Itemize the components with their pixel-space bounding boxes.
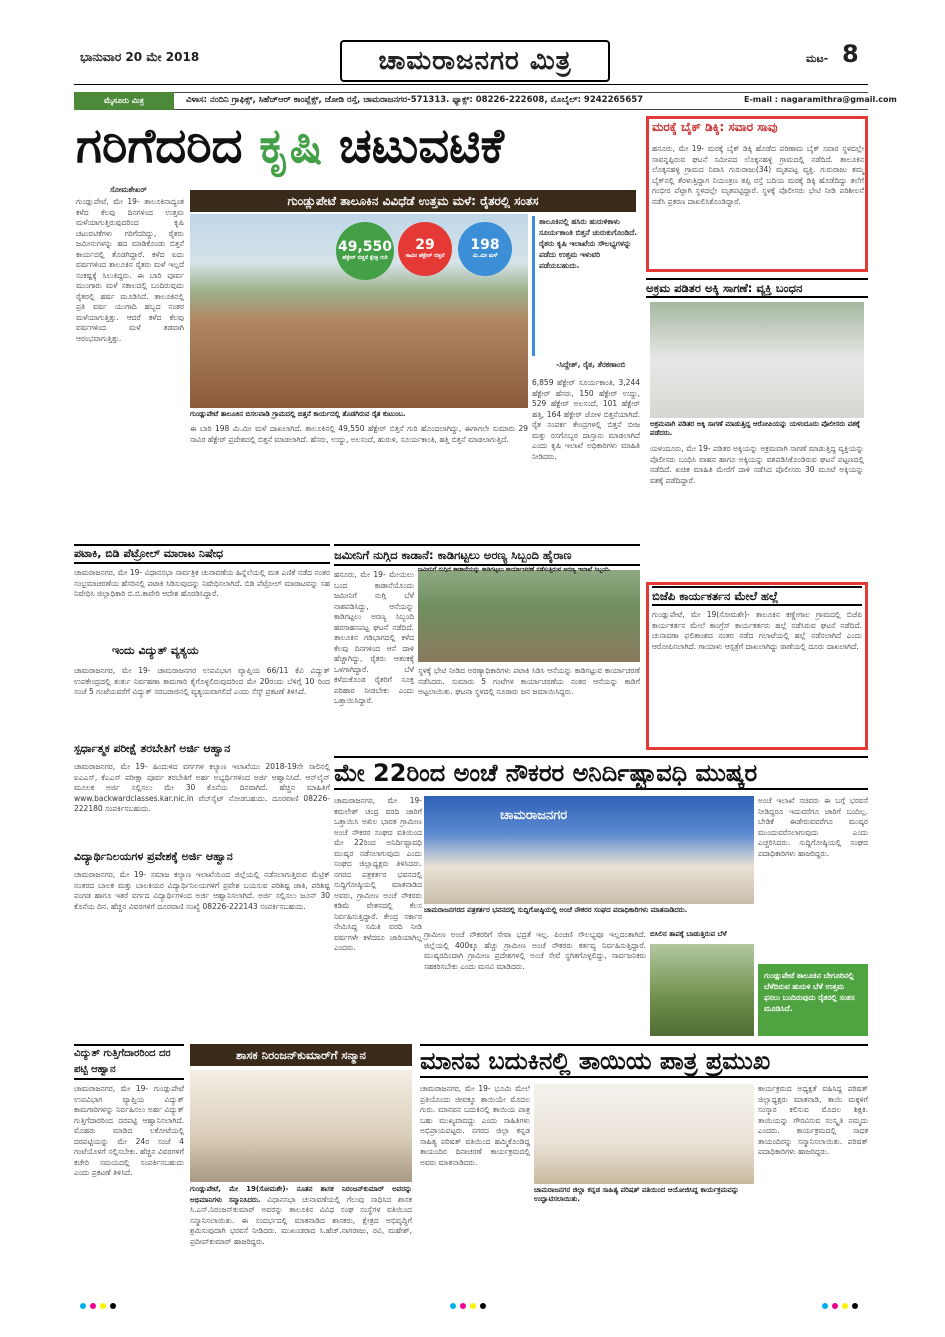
header-rule — [74, 84, 868, 85]
strike-body-right: ಅಂಚೆ ಇಲಾಖೆ ಸಚಿವರು ಈ ಬಗ್ಗೆ ಭರವಸೆ ನೀಡಿದ್ದರೂ ಇದುವರೆಗೂ ಜಾರಿಗೆ ಬಂದಿಲ್ಲ. ಬೇಡಿಕೆ ಈಡೇರುವವರೆಗೂ ಮುಷ್ಕರ ಮುಂದುವರೆಸಲಾಗುವುದು ಎಂದು ಎಚ್ಚರಿಸಿದರು. ಸುದ್ದಿಗೋಷ್ಠಿಯಲ್ಲಿ ಸಂಘದ ಪದಾಧಿಕಾರಿಗಳು ಹಾಜರಿದ್ದರು. — [758, 796, 868, 858]
stat1-label: ಹೆಕ್ಟೇರ್ ಬಿತ್ತನೆ ಕ್ಷೇತ್ರ ಗುರಿ — [342, 255, 388, 261]
mla-body-text: ವಿಧಾನಸಭಾ ಚುನಾವಣೆಯಲ್ಲಿ ಗೆಲುವು ಸಾಧಿಸಿದ ಶಾಸಕ ಸಿ.ಎಸ್.ನಿರಂಜನ್‌ಕುಮಾರ್ ಅವರನ್ನು ತಾಲೂಕಿನ ವಿವಿಧ ಸಂಘ ಸಂಸ್ಥೆಗಳ ವತಿಯಿಂದ ಸನ್ಮಾನಿಸಲಾಯಿತು. ಈ ಸಂದರ್ಭದಲ್ಲಿ ಮಾತನಾಡಿದ ಶಾಸಕರು, ಕ್ಷೇತ್ರದ ಅಭಿವೃದ್ಧಿಗೆ ಶ್ರಮಿಸುವುದಾಗಿ ಭರವಸೆ ನೀಡಿದರು. ಮುಖಂಡರಾದ ಸಿ.ಹೆಚ್.ನಾಗರಾಜು, ರವಿ, ಮಹೇಶ್, ಪ್ರದೀಪ್‌ಕುಮಾರ್ ಹಾಜರಿದ್ದರು. — [190, 1194, 412, 1246]
masthead: ಚಾಮರಾಜನಗರ ಮಿತ್ರ — [340, 40, 610, 82]
stat3-label: ಮಿ.ಮೀ ಮಳೆ — [472, 253, 498, 259]
beans-caption: ಬಿಸಿಲಿನ ತಾಪಕ್ಕೆ ಬಾಡುತ್ತಿರುವ ಬೆಳೆ — [650, 930, 727, 938]
mother-body-left: ಚಾಮರಾಜನಗರ, ಮೇ 19- ಭೂಮಿ ಮೇಲೆ ಪ್ರತಿಯೊಂದು ಜೀವಕ್ಕೂ ತಾಯಿಯೇ ಮೊದಲ ಗುರು. ಮಾನವನ ಬದುಕಿನಲ್ಲಿ ತಾಯಿಯ ಪಾತ್ರ ಬಹು ಮುಖ್ಯವಾದದ್ದು ಎಂದು ಸಾಹಿತಿಗಳು ಅಭಿಪ್ರಾಯಪಟ್ಟರು. ನಗರದ ಜಿಲ್ಲಾ ಕನ್ನಡ ಸಾಹಿತ್ಯ ಪರಿಷತ್ ವತಿಯಿಂದ ಹಮ್ಮಿಕೊಂಡಿದ್ದ ತಾಯಂದಿರ ದಿನಾಚರಣೆ ಕಾರ್ಯಕ್ರಮದಲ್ಲಿ ಅವರು ಮಾತನಾಡಿದರು. — [420, 1084, 530, 1167]
lead-headline-part1: ಗರಿಗೆದರಿದ — [76, 118, 260, 174]
power-body: ಚಾಮರಾಜನಗರ, ಮೇ 19- ಚಾಮರಾಜನಗರ ಉಪವಿಭಾಗ ವ್ಯಾಪ್ತಿಯ 66/11 ಕೆವಿ ವಿದ್ಯುತ್ ಉಪಕೇಂದ್ರದಲ್ಲಿ ತುರ್ತು ನಿರ್ವಹಣಾ ಕಾಮಗಾರಿ ಕೈಗೊಳ್ಳಲಿರುವುದರಿಂದ ಮೇ 20ರಂದು ಬೆಳಿಗ್ಗೆ 10 ರಿಂದ ಸಂಜೆ 5 ಗಂಟೆಯವರೆಗೆ ವಿದ್ಯುತ್ ಸರಬರಾಜಿನಲ್ಲಿ ವ್ಯತ್ಯಯವಾಗಲಿದೆ ಎಂದು ಸೆಸ್ಕ್ ಪ್ರಕಟಣೆ ತಿಳಿಸಿದೆ. — [74, 666, 330, 696]
event-caption: ಚಾಮರಾಜನಗರ ಜಿಲ್ಲಾ ಕನ್ನಡ ಸಾಹಿತ್ಯ ಪರಿಷತ್ ವತಿಯಿಂದ ಆಯೋಜಿಸಿದ್ದ ಕಾರ್ಯಕ್ರಮವನ್ನು ಉದ್ಘಾಟಿಸಲಾಯಿತು. — [534, 1186, 739, 1203]
lead-body-right: 6,859 ಹೆಕ್ಟೇರ್ ಸೂರ್ಯಕಾಂತಿ, 3,244 ಹೆಕ್ಟೇರ್ ಹೆಸರು, 150 ಹೆಕ್ಟೇರ್ ಉದ್ದು, 529 ಹೆಕ್ಟೇರ್ ಅಲಸಂದೆ, 101 ಹೆಕ್ಟೇರ್ ಹತ್ತಿ, 164 ಹೆಕ್ಟೇರ್ ಜೋಳ ಬಿತ್ತನೆಯಾಗಿದೆ. ರೈತ ಸಂಪರ್ಕ ಕೇಂದ್ರಗಳಲ್ಲಿ ಬಿತ್ತನೆ ಬೀಜ ಮತ್ತು ರಸಗೊಬ್ಬರ ದಾಸ್ತಾನು ಮಾಡಲಾಗಿದೆ ಎಂದು ಕೃಷಿ ಇಲಾಖೆ ಅಧಿಕಾರಿಗಳು ಮಾಹಿತಿ ನೀಡಿದರು. — [532, 378, 640, 461]
page-number: 8 — [842, 40, 859, 68]
rice-headline: ಅಕ್ರಮ ಪಡಿತರ ಅಕ್ಕಿ ಸಾಗಣೆ: ವ್ಯಕ್ತಿ ಬಂಧನ — [646, 278, 868, 298]
exam-body: ಚಾಮರಾಜನಗರ, ಮೇ 19- ಹಿಂದುಳಿದ ವರ್ಗಗಳ ಕಲ್ಯಾಣ ಇಲಾಖೆಯು 2018-19ನೇ ಸಾಲಿನಲ್ಲಿ ಐಎಎಸ್, ಕೆಎಎಸ್ ಪರೀಕ್ಷಾ ಪೂರ್ವ ತರಬೇತಿಗೆ ಅರ್ಹ ಅಭ್ಯರ್ಥಿಗಳಿಂದ ಅರ್ಜಿ ಆಹ್ವಾನಿಸಿದೆ. ಆನ್‌ಲೈನ್ ಮೂಲಕ ಅರ್ಜಿ ಸಲ್ಲಿಸಲು ಮೇ 30 ಕೊನೆಯ ದಿನವಾಗಿದೆ. ಹೆಚ್ಚಿನ ಮಾಹಿತಿಗೆ www.backwardclasses.kar.nic.in ವೆಬ್‌ಸೈಟ್ ನೋಡಬಹುದು. ದೂರವಾಣಿ 08226-222180 ಸಂಪರ್ಕಿಸಬಹುದು. — [74, 762, 330, 813]
elephant-operation-photo — [418, 570, 640, 662]
bike-headline: ಮರಕ್ಕೆ ಬೈಕ್ ಡಿಕ್ಕಿ: ಸವಾರ ಸಾವು — [652, 120, 778, 134]
forest-body-left: ಹನೂರು, ಮೇ 19- ಮೇಯಲು ಬಂದ ಕಾಡಾನೆಯೊಂದು ಜಮೀನಿಗೆ ನುಗ್ಗಿ ಬೆಳೆ ನಾಶಪಡಿಸಿದ್ದು, ಆನೆಯನ್ನು ಕಾಡಿಗಟ್ಟಲು ಅರಣ್ಯ ಸಿಬ್ಬಂದಿ ಹರಸಾಹಸಪಟ್ಟ ಘಟನೆ ನಡೆದಿದೆ. ತಾಲೂಕಿನ ಗಡಿಭಾಗದಲ್ಲಿ ಕಳೆದ ಕೆಲವು ದಿನಗಳಿಂದ ಆನೆ ದಾಳಿ ಹೆಚ್ಚಾಗಿದ್ದು, ರೈತರು ಆತಂಕಕ್ಕೆ ಒಳಗಾಗಿದ್ದಾರೆ. ಬೆಳೆ ಕಳೆದುಕೊಂಡ ರೈತರಿಗೆ ಸೂಕ್ತ ಪರಿಹಾರ ನೀಡಬೇಕು ಎಂದು ಒತ್ತಾಯಿಸಿದ್ದಾರೆ. — [334, 570, 414, 705]
mother-headline: ಮಾನವ ಬದುಕಿನಲ್ಲಿ ತಾಯಿಯ ಪಾತ್ರ ಪ್ರಮುಖ — [420, 1044, 868, 1078]
lead-headline — [76, 118, 504, 174]
lead-headline-part2: ಚಟುವಟಿಕೆ — [322, 118, 505, 174]
registration-dots-left — [80, 1294, 120, 1313]
email-text: E-mail : nagaramithra@gmail.com — [744, 95, 897, 104]
stat2-value: 29 — [415, 237, 435, 253]
stat-circle-3 — [458, 222, 512, 276]
farmer-quote-author: -ಸಿದ್ದೇಶ್, ರೈತ, ತೆರಕಣಾಂಬಿ — [556, 360, 626, 369]
power-headline: ಇಂದು ವಿದ್ಯುತ್ ವ್ಯತ್ಯಯ — [112, 644, 199, 657]
press-meet-photo — [424, 796, 754, 904]
exam-headline: ಸ್ಪರ್ಧಾತ್ಮಕ ಪರೀಕ್ಷೆ ತರಬೇತಿಗೆ ಅರ್ಜಿ ಆಹ್ವಾನ — [74, 742, 231, 755]
rice-body: ಯಳಂದೂರು, ಮೇ 19- ಪಡಿತರ ಅಕ್ಕಿಯನ್ನು ಅಕ್ರಮವಾಗಿ ಸಾಗಣೆ ಮಾಡುತ್ತಿದ್ದ ವ್ಯಕ್ತಿಯನ್ನು ಪೊಲೀಸರು ಬಂಧಿಸಿ ವಾಹನ ಹಾಗೂ ಅಕ್ಕಿಯನ್ನು ವಶಪಡಿಸಿಕೊಂಡಿರುವ ಘಟನೆ ಪಟ್ಟಣದಲ್ಲಿ ನಡೆದಿದೆ. ಖಚಿತ ಮಾಹಿತಿ ಮೇರೆಗೆ ದಾಳಿ ನಡೆಸಿದ ಪೊಲೀಸರು 30 ಮೂಟೆ ಅಕ್ಕಿಯನ್ನು ವಶಕ್ಕೆ ಪಡೆದಿದ್ದಾರೆ. — [650, 444, 864, 485]
mother-body-right: ಕಾರ್ಯಕ್ರಮದ ಅಧ್ಯಕ್ಷತೆ ವಹಿಸಿದ್ದ ಪರಿಷತ್ ಜಿಲ್ಲಾಧ್ಯಕ್ಷರು ಮಾತನಾಡಿ, ತಾಯಿ ಮಕ್ಕಳಿಗೆ ಸಂಸ್ಕಾರ ಕಲಿಸುವ ಮೊದಲ ಶಿಕ್ಷಕಿ. ತಾಯಿಯನ್ನು ಗೌರವಿಸುವ ಸಂಸ್ಕೃತಿ ನಮ್ಮದು ಎಂದರು. ಕಾರ್ಯಕ್ರಮದಲ್ಲಿ ಸಾಧಕ ತಾಯಂದಿರನ್ನು ಸನ್ಮಾನಿಸಲಾಯಿತು. ಪರಿಷತ್ ಪದಾಧಿಕಾರಿಗಳು ಹಾಜರಿದ್ದರು. — [758, 1084, 868, 1156]
page-label: ಮಟ- — [806, 52, 829, 65]
banner-text: ಚಾಮರಾಜನಗರ — [500, 808, 568, 823]
rice-photo — [650, 302, 864, 418]
stat3-value: 198 — [470, 237, 500, 253]
forest-headline: ಜಮೀನಿಗೆ ನುಗ್ಗಿದ ಕಾಡಾನೆ: ಕಾಡಿಗಟ್ಟಲು ಅರಣ್ಯ ಸಿಬ್ಬಂದಿ ಹೈರಾಣ — [334, 544, 640, 566]
mla-headline: ಶಾಸಕ ನಿರಂಜನ್‌ಕುಮಾರ್‌ಗೆ ಸನ್ಮಾನ — [190, 1044, 412, 1066]
bjp-headline: ಬಿಜೆಪಿ ಕಾರ್ಯಕರ್ತನ ಮೇಲೆ ಹಲ್ಲೆ — [652, 586, 862, 606]
stat1-value: 49,550 — [337, 239, 393, 255]
address-text: ವಿಳಾಸ: ನಂದಿನಿ ಗ್ರಾಫಿಕ್ಸ್, ಸಿಹೆಚ್‌ಆರ್ ಕಾಂಪ್ಲೆಕ್ಸ್, ಜೋಡಿ ರಸ್ತೆ, ಚಾಮರಾಜನಗರ-571313. ಫ್ಯಾಕ್ಸ್: 08226-222608, ಮೊಬೈಲ್: 9242265657 — [186, 95, 644, 105]
stat-circle-2 — [398, 222, 452, 276]
crop-note-box: ಗುಂಡ್ಲುಪೇಟೆ ತಾಲೂಕಿನ ಬೇಗೂರಿನಲ್ಲಿ ಬೆಳೆದಿರುವ ಹುರುಳಿ ಬೆಳೆ ಉತ್ತಮ ಫಸಲು ಬಂದಿರುವುದು ರೈತರಲ್ಲಿ ಸಂತಸ ಮೂಡಿಸಿದೆ. — [758, 964, 868, 1036]
lead-byline: ಸೋಮಶೇಖರ್ — [110, 185, 147, 194]
lead-body-left: ಗುಂಡ್ಲುಪೇಟೆ, ಮೇ 19- ತಾಲೂಕಿನಾದ್ಯಂತ ಕಳೆದ ಕೆಲವು ದಿನಗಳಿಂದ ಉತ್ತಮ ಮಳೆಯಾಗುತ್ತಿರುವುದರಿಂದ ಕೃಷಿ ಚಟುವಟಿಕೆಗಳು ಗರಿಗೆದರಿದ್ದು, ರೈತರು ಜಮೀನುಗಳನ್ನು ಹದ ಮಾಡಿಕೊಂಡು ಬಿತ್ತನೆ ಕಾರ್ಯದಲ್ಲಿ ತೊಡಗಿದ್ದಾರೆ. ಕಳೆದ ಐದು ವರ್ಷಗಳಿಂದ ತಾಲೂಕಿನ ರೈತರು ಮಳೆ ಇಲ್ಲದೆ ಸಂಕಷ್ಟಕ್ಕೆ ಸಿಲುಕಿದ್ದರು. ಈ ಬಾರಿ ಪೂರ್ವ ಮುಂಗಾರು ಮಳೆ ಸಕಾಲದಲ್ಲಿ ಬಂದಿರುವುದು ರೈತರಲ್ಲಿ ಹರ್ಷ ಮೂಡಿಸಿದೆ. ತಾಲೂಕಿನಲ್ಲಿ ಪ್ರತಿ ವರ್ಷ ಯುಗಾದಿ ಹಬ್ಬದ ನಂತರ ಮಳೆಯಾಗುತ್ತಿತ್ತು. ಆದರೆ ಕಳೆದ ಕೆಲವು ವರ್ಷಗಳಿಂದ ಮಳೆ ತಡವಾಗಿ ಆರಂಭವಾಗುತ್ತಿತ್ತು. — [76, 197, 184, 343]
bjp-body: ಗುಂಡ್ಲುಪೇಟೆ, ಮೇ 19(ಸೋಮಶೇ)- ತಾಲೂಕಿನ ಕಣ್ಣೇಗಾಲ ಗ್ರಾಮದಲ್ಲಿ ಬಿಜೆಪಿ ಕಾರ್ಯಕರ್ತನ ಮೇಲೆ ಕಾಂಗ್ರೆಸ್ ಕಾರ್ಯಕರ್ತರು ಹಲ್ಲೆ ನಡೆಸಿರುವ ಘಟನೆ ನಡೆದಿದೆ. ಚುನಾವಣಾ ಫಲಿತಾಂಶದ ನಂತರ ನಡೆದ ಗಲಾಟೆಯಲ್ಲಿ ಹಲ್ಲೆ ನಡೆಸಲಾಗಿದೆ ಎಂದು ಆರೋಪಿಸಲಾಗಿದೆ. ಗಾಯಾಳು ಆಸ್ಪತ್ರೆಗೆ ದಾಖಲಾಗಿದ್ದು ಠಾಣೆಯಲ್ಲಿ ದೂರು ದಾಖಲಾಗಿದೆ. — [652, 610, 862, 651]
bike-body: ಹನೂರು, ಮೇ 19- ಮರಕ್ಕೆ ಬೈಕ್ ಡಿಕ್ಕಿ ಹೊಡೆದ ಪರಿಣಾಮ ಬೈಕ್ ಸವಾರ ಸ್ಥಳದಲ್ಲೇ ಸಾವನ್ನಪ್ಪಿರುವ ಘಟನೆ ಸಮೀಪದ ಲೊಕ್ಕನಹಳ್ಳಿ ಗ್ರಾಮದಲ್ಲಿ ನಡೆದಿದೆ. ತಾಲೂಕಿನ ಲೊಕ್ಕನಹಳ್ಳಿ ಗ್ರಾಮದ ನಿವಾಸಿ ಗುರುರಾಜು(34) ಮೃತಪಟ್ಟ ವ್ಯಕ್ತಿ. ಗುರುರಾಜು ತಮ್ಮ ಬೈಕ್‌ನಲ್ಲಿ ತೆರಳುತ್ತಿದ್ದಾಗ ನಿಯಂತ್ರಣ ತಪ್ಪಿ ರಸ್ತೆ ಬದಿಯ ಮರಕ್ಕೆ ಡಿಕ್ಕಿ ಹೊಡೆದಿದ್ದು ತಲೆಗೆ ಗಂಭೀರ ಪೆಟ್ಟಾಗಿ ಸ್ಥಳದಲ್ಲೇ ಮೃತಪಟ್ಟಿದ್ದಾರೆ. ಸ್ಥಳಕ್ಕೆ ಪೊಲೀಸರು ಭೇಟಿ ನೀಡಿ ಪರಿಶೀಲನೆ ನಡೆಸಿ ಪ್ರಕರಣ ದಾಖಲಿಸಿಕೊಂಡಿದ್ದಾರೆ. — [652, 144, 864, 206]
stat-circle-1 — [336, 222, 394, 280]
hostel-body: ಚಾಮರಾಜನಗರ, ಮೇ 19- ಸಮಾಜ ಕಲ್ಯಾಣ ಇಲಾಖೆಯಿಂದ ಜಿಲ್ಲೆಯಲ್ಲಿ ನಡೆಸಲಾಗುತ್ತಿರುವ ಮೆಟ್ರಿಕ್ ನಂತರದ ಬಾಲಕ ಮತ್ತು ಬಾಲಕಿಯರ ವಿದ್ಯಾರ್ಥಿನಿಲಯಗಳಿಗೆ ಪ್ರವೇಶ ಬಯಸುವ ಪರಿಶಿಷ್ಟ ಜಾತಿ, ಪರಿಶಿಷ್ಟ ಪಂಗಡ ಹಾಗೂ ಇತರೆ ವರ್ಗದ ವಿದ್ಯಾರ್ಥಿಗಳಿಂದ ಅರ್ಜಿ ಆಹ್ವಾನಿಸಲಾಗಿದೆ. ಅರ್ಜಿ ಸಲ್ಲಿಸಲು ಜೂನ್ 30 ಕೊನೆಯ ದಿನ. ಹೆಚ್ಚಿನ ವಿವರಗಳಿಗೆ ದೂರವಾಣಿ ಸಂಖ್ಯೆ 08226-222143 ಸಂಪರ್ಕಿಸಬಹುದು. — [74, 870, 330, 911]
stat2-label: ಸಾವಿರ ಹೆಕ್ಟೇರ್ ಬಿತ್ತನೆ — [405, 253, 445, 259]
strike-headline: ಮೇ 22ರಿಂದ ಅಂಚೆ ನೌಕರರ ಅನಿರ್ದಿಷ್ಟಾವಧಿ ಮುಷ್ಕರ — [334, 756, 868, 790]
electricity-body: ಚಾಮರಾಜನಗರ, ಮೇ 19- ಗುಂಡ್ಲುಪೇಟೆ ಉಪವಿಭಾಗ ವ್ಯಾಪ್ತಿಯ ವಿದ್ಯುತ್ ಕಾಮಗಾರಿಗಳನ್ನು ನಿರ್ವಹಿಸಲು ಅರ್ಹ ವಿದ್ಯುತ್ ಗುತ್ತಿಗೆದಾರರಿಂದ ದರಪಟ್ಟಿ ಆಹ್ವಾನಿಸಲಾಗಿದೆ. ಮೊಹರು ಮಾಡಿದ ಲಕೋಟೆಯಲ್ಲಿ ದರಪಟ್ಟಿಯನ್ನು ಮೇ 24ರ ಸಂಜೆ 4 ಗಂಟೆಯೊಳಗೆ ಸಲ್ಲಿಸಬೇಕು. ಹೆಚ್ಚಿನ ವಿವರಗಳಿಗೆ ಕಚೇರಿ ಸಮಯದಲ್ಲಿ ಸಂಪರ್ಕಿಸಬಹುದು ಎಂದು ಪ್ರಕಟಣೆ ತಿಳಿಸಿದೆ. — [74, 1084, 184, 1177]
mla-caption: ಗುಂಡ್ಲುಪೇಟೆ, ಮೇ 19(ಸೋಮಶೇ)- ನೂತನ ಶಾಸಕ ನಿರಂಜನ್‌ಕುಮಾರ್ ಅವರನ್ನು ಅಭಿಮಾನಿಗಳು ಸನ್ಮಾನಿಸಿದರು. — [190, 1185, 412, 1204]
strike-body-mid: ಗ್ರಾಮೀಣ ಅಂಚೆ ನೌಕರರಿಗೆ ಸೇವಾ ಭದ್ರತೆ ಇಲ್ಲ. ಪಿಂಚಣಿ ಸೌಲಭ್ಯವೂ ಇಲ್ಲದಂತಾಗಿದೆ. ಜಿಲ್ಲೆಯಲ್ಲಿ 400ಕ್ಕೂ ಹೆಚ್ಚು ಗ್ರಾಮೀಣ ಅಂಚೆ ನೌಕರರು ಕರ್ತವ್ಯ ನಿರ್ವಹಿಸುತ್ತಿದ್ದಾರೆ. ಮುಷ್ಕರದಿಂದಾಗಿ ಗ್ರಾಮೀಣ ಪ್ರದೇಶಗಳಲ್ಲಿ ಅಂಚೆ ಸೇವೆ ಸ್ಥಗಿತಗೊಳ್ಳಲಿದ್ದು, ಸಾರ್ವಜನಿಕರು ಸಹಕರಿಸಬೇಕು ಎಂದು ಮನವಿ ಮಾಡಿದರು. — [424, 930, 646, 971]
brand-label: ಮೈಸೂರು ಮಿತ್ರ — [74, 92, 174, 110]
forest-body-right: ಸ್ಥಳಕ್ಕೆ ಭೇಟಿ ನೀಡಿದ ಅರಣ್ಯಾಧಿಕಾರಿಗಳು ಪಟಾಕಿ ಸಿಡಿಸಿ ಆನೆಯನ್ನು ಕಾಡಿಗಟ್ಟುವ ಕಾರ್ಯಾಚರಣೆ ನಡೆಸಿದರು. ಸುಮಾರು 5 ಗಂಟೆಗಳ ಕಾರ್ಯಾಚರಣೆಯ ನಂತರ ಆನೆಯನ್ನು ಕಾಡಿಗೆ ಅಟ್ಟಲಾಯಿತು. ಘಟನಾ ಸ್ಥಳದಲ್ಲಿ ನೂರಾರು ಜನ ಜಮಾಯಿಸಿದ್ದರು. — [418, 666, 640, 696]
event-photo — [534, 1084, 754, 1184]
issue-date: ಭಾನುವಾರ 20 ಮೇ 2018 — [80, 50, 200, 64]
crop-photo — [650, 944, 754, 1036]
firecracker-body: ಚಾಮರಾಜನಗರ, ಮೇ 19- ವಿಧಾನಸಭಾ ಸಾರ್ವತ್ರಿಕ ಚುನಾವಣೆಯ ಹಿನ್ನೆಲೆಯಲ್ಲಿ ಮತ ಎಣಿಕೆ ನಡೆದ ನಂತರ ಸಂಭ್ರಮಾಚರಣೆಯ ಹೆಸರಿನಲ್ಲಿ ಪಟಾಕಿ ಸಿಡಿಸುವುದನ್ನು ನಿಷೇಧಿಸಲಾಗಿದೆ. ಬಿಡಿ ಪೆಟ್ರೋಲ್ ಮಾರಾಟವನ್ನು ಸಹ ನಿಷೇಧಿಸಿ ಜಿಲ್ಲಾಧಿಕಾರಿ ಬಿ.ಬಿ.ಕಾವೇರಿ ಆದೇಶ ಹೊರಡಿಸಿದ್ದಾರೆ. — [74, 568, 330, 598]
farm-photo-caption: ಗುಂಡ್ಲುಪೇಟೆ ತಾಲೂಕಿನ ಬಿಸಲವಾಡಿ ಗ್ರಾಮದಲ್ಲಿ ಬಿತ್ತನೆ ಕಾರ್ಯದಲ್ಲಿ ತೊಡಗಿರುವ ರೈತ ಕುಟುಂಬ. — [190, 410, 406, 418]
strike-body-left: ಚಾಮರಾಜನಗರ, ಮೇ 19- ಕಮಲೇಶ್ ಚಂದ್ರ ವರದಿ ಜಾರಿಗೆ ಒತ್ತಾಯಿಸಿ ಅಖಿಲ ಭಾರತ ಗ್ರಾಮೀಣ ಅಂಚೆ ನೌಕರರ ಸಂಘದ ವತಿಯಿಂದ ಮೇ 22ರಿಂದ ಅನಿರ್ದಿಷ್ಟಾವಧಿ ಮುಷ್ಕರ ನಡೆಸಲಾಗುವುದು ಎಂದು ಸಂಘದ ಜಿಲ್ಲಾಧ್ಯಕ್ಷರು ತಿಳಿಸಿದರು. ನಗರದ ಪತ್ರಕರ್ತರ ಭವನದಲ್ಲಿ ಸುದ್ದಿಗೋಷ್ಠಿಯಲ್ಲಿ ಮಾತನಾಡಿದ ಅವರು, ಗ್ರಾಮೀಣ ಅಂಚೆ ನೌಕರರು ಕಡಿಮೆ ವೇತನದಲ್ಲಿ ಕೆಲಸ ನಿರ್ವಹಿಸುತ್ತಿದ್ದಾರೆ. ಕೇಂದ್ರ ಸರ್ಕಾರ ನೇಮಿಸಿದ್ದ ಸಮಿತಿ ವರದಿ ನೀಡಿ ವರ್ಷಗಳೇ ಕಳೆದರೂ ಜಾರಿಯಾಗಿಲ್ಲ ಎಂದರು. — [334, 796, 422, 952]
rice-caption: ಅಕ್ರಮವಾಗಿ ಪಡಿತರ ಅಕ್ಕಿ ಸಾಗಣೆ ಮಾಡುತ್ತಿದ್ದ ಆರೋಪಿಯನ್ನು ಯಳಂದೂರು ಪೊಲೀಸರು ವಶಕ್ಕೆ ಪಡೆದರು. — [650, 420, 861, 437]
electricity-headline: ವಿದ್ಯುತ್ ಗುತ್ತಿಗೆದಾರರಿಂದ ದರ ಪಟ್ಟಿ ಆಹ್ವಾನ — [74, 1044, 184, 1080]
hostel-headline: ವಿದ್ಯಾರ್ಥಿನಿಲಯಗಳ ಪ್ರವೇಶಕ್ಕೆ ಅರ್ಜಿ ಆಹ್ವಾನ — [74, 850, 233, 863]
lead-subhead: ಗುಂಡ್ಲುಪೇಟೆ ತಾಲೂಕಿನ ವಿವಿಧೆಡೆ ಉತ್ತಮ ಮಳೆ: ರೈತರಲ್ಲಿ ಸಂತಸ — [190, 190, 636, 212]
firecracker-headline: ಪಟಾಕಿ, ಬಿಡಿ ಪೆಟ್ರೋಲ್ ಮಾರಾಟ ನಿಷೇಧ — [74, 544, 330, 564]
lead-body-mid: ಈ ಬಾರಿ 198 ಮಿ.ಮೀ ಮಳೆ ದಾಖಲಾಗಿದೆ. ತಾಲೂಕಿನಲ್ಲಿ 49,550 ಹೆಕ್ಟೇರ್ ಬಿತ್ತನೆ ಗುರಿ ಹೊಂದಲಾಗಿದ್ದು, ಈಗಾಗಲೇ ಸುಮಾರು 29 ಸಾವಿರ ಹೆಕ್ಟೇರ್ ಪ್ರದೇಶದಲ್ಲಿ ಬಿತ್ತನೆ ಮಾಡಲಾಗಿದೆ. ಹೆಸರು, ಉದ್ದು, ಅಲಸಂದೆ, ಹುರುಳಿ, ಸೂರ್ಯಕಾಂತಿ, ಹತ್ತಿ ಬಿತ್ತನೆ ಮಾಡಲಾಗುತ್ತಿದೆ. — [190, 424, 528, 444]
lead-headline-green: ಕೃಷಿ — [259, 118, 323, 174]
mla-body — [190, 1184, 412, 1290]
registration-dots-center — [450, 1294, 490, 1313]
farmer-quote: ತಾಲೂಕಿನಲ್ಲಿ ಹಸಿರು ಹುರುಳಿಕಾಳು ಸೂರ್ಯಕಾಂತಿ ಬಿತ್ತನೆ ಚುರುಕುಗೊಂಡಿದೆ. ರೈತರು ಕೃಷಿ ಇಲಾಖೆಯ ಸೌಲಭ್ಯಗಳನ್ನು ಪಡೆದು ಉತ್ತಮ ಇಳುವರಿ ಪಡೆಯಬಹುದು. — [532, 216, 640, 356]
registration-dots-right — [822, 1294, 862, 1313]
press-meet-caption: ಚಾಮರಾಜನಗರದ ಪತ್ರಕರ್ತರ ಭವನದಲ್ಲಿ ಸುದ್ದಿಗೋಷ್ಠಿಯಲ್ಲಿ ಅಂಚೆ ನೌಕರರ ಸಂಘದ ಪದಾಧಿಕಾರಿಗಳು ಮಾತನಾಡಿದರು. — [424, 906, 688, 914]
felicitation-photo — [190, 1070, 412, 1182]
forest-caption: ಜಮೀನಿಗೆ ನುಗ್ಗಿದ ಕಾಡಾನೆಯನ್ನು ಕಾಡಿಗಟ್ಟಲು ಕಾರ್ಯಾಚರಣೆ ನಡೆಸುತ್ತಿರುವ ಅರಣ್ಯ ಇಲಾಖೆ ಸಿಬ್ಬಂದಿ. — [418, 566, 612, 573]
